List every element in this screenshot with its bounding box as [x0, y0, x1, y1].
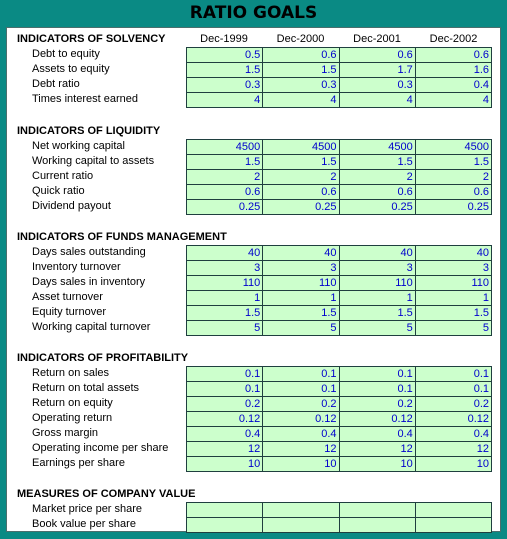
table-row: [187, 93, 492, 108]
goal-input-cell[interactable]: 12: [340, 442, 416, 457]
table-row: [187, 261, 492, 276]
goal-input-cell[interactable]: 40: [416, 246, 492, 261]
goal-input-cell[interactable]: 4500: [416, 140, 492, 155]
row-label: Operating income per share: [32, 442, 169, 454]
goal-input-cell[interactable]: 110: [416, 276, 492, 291]
goal-input-cell[interactable]: 5: [416, 321, 492, 336]
goal-input-cell[interactable]: 4: [340, 93, 416, 108]
goal-input-cell[interactable]: 0.3: [263, 78, 339, 93]
goal-input-cell[interactable]: 10: [263, 457, 339, 472]
goal-input-cell[interactable]: 0.12: [263, 412, 339, 427]
goal-input-cell[interactable]: 3: [187, 261, 263, 276]
row-label: Working capital turnover: [32, 321, 151, 333]
goal-input-cell[interactable]: 1: [416, 291, 492, 306]
goal-input-cell[interactable]: 0.4: [416, 427, 492, 442]
goals-grid: [186, 47, 492, 108]
goal-input-cell[interactable]: 110: [187, 276, 263, 291]
row-label: Return on equity: [32, 397, 113, 409]
table-row: [187, 321, 492, 336]
row-label: Days sales outstanding: [32, 246, 146, 258]
goal-input-cell[interactable]: 0.4: [263, 427, 339, 442]
goal-input-cell[interactable]: 0.12: [187, 412, 263, 427]
goal-input-cell[interactable]: 0.1: [340, 367, 416, 382]
goal-input-cell[interactable]: [416, 518, 492, 533]
column-header-year: Dec-2002: [429, 33, 478, 45]
goal-input-cell[interactable]: 3: [340, 261, 416, 276]
section-title: INDICATORS OF LIQUIDITY: [17, 125, 161, 137]
table-row: [187, 78, 492, 93]
goal-input-cell[interactable]: 0.6: [340, 48, 416, 63]
goal-input-cell[interactable]: 0.1: [187, 382, 263, 397]
table-row: [187, 518, 492, 533]
goal-input-cell[interactable]: 4500: [340, 140, 416, 155]
goal-input-cell[interactable]: 0.3: [187, 78, 263, 93]
goal-input-cell[interactable]: 10: [187, 457, 263, 472]
table-row: [187, 367, 492, 382]
table-row: [187, 140, 492, 155]
section-title: INDICATORS OF PROFITABILITY: [17, 352, 189, 364]
goal-input-cell[interactable]: 2: [263, 170, 339, 185]
goal-input-cell[interactable]: 40: [263, 246, 339, 261]
goal-input-cell[interactable]: [187, 518, 263, 533]
goal-input-cell[interactable]: 1.5: [263, 155, 339, 170]
goal-input-cell[interactable]: 0.6: [187, 185, 263, 200]
table-row: [187, 427, 492, 442]
goal-input-cell[interactable]: 10: [416, 457, 492, 472]
goal-input-cell[interactable]: 5: [187, 321, 263, 336]
goal-input-cell[interactable]: [263, 518, 339, 533]
goal-input-cell[interactable]: 0.25: [340, 200, 416, 215]
table-row: [187, 200, 492, 215]
goal-input-cell[interactable]: 5: [263, 321, 339, 336]
table-row: [187, 442, 492, 457]
goal-input-cell[interactable]: 40: [340, 246, 416, 261]
goal-input-cell[interactable]: 0.2: [263, 397, 339, 412]
goals-grid: [186, 245, 492, 336]
goal-input-cell[interactable]: 4: [416, 93, 492, 108]
column-header-year: Dec-1999: [200, 33, 248, 45]
table-row: [187, 457, 492, 472]
goal-input-cell[interactable]: 5: [340, 321, 416, 336]
goal-input-cell[interactable]: 0.2: [187, 397, 263, 412]
goal-input-cell[interactable]: 110: [263, 276, 339, 291]
goal-input-cell[interactable]: [187, 503, 263, 518]
goal-input-cell[interactable]: 40: [187, 246, 263, 261]
goal-input-cell[interactable]: 1.6: [416, 63, 492, 78]
goal-input-cell[interactable]: 10: [340, 457, 416, 472]
column-header-year: Dec-2001: [353, 33, 401, 45]
ratio-goals-sheet: [6, 27, 501, 532]
goal-input-cell[interactable]: 0.5: [187, 48, 263, 63]
goal-input-cell[interactable]: 0.1: [263, 382, 339, 397]
goal-input-cell[interactable]: 4500: [263, 140, 339, 155]
goal-input-cell[interactable]: 0.6: [263, 185, 339, 200]
row-label: Asset turnover: [32, 291, 103, 303]
table-row: [187, 306, 492, 321]
goal-input-cell[interactable]: 1: [340, 291, 416, 306]
goal-input-cell[interactable]: 2: [340, 170, 416, 185]
row-label: Debt to equity: [32, 48, 100, 60]
table-row: [187, 185, 492, 200]
row-label: Earnings per share: [32, 457, 125, 469]
goal-input-cell[interactable]: 0.25: [263, 200, 339, 215]
goal-input-cell[interactable]: 1.5: [263, 306, 339, 321]
column-header-year: Dec-2000: [276, 33, 325, 45]
goal-input-cell[interactable]: 0.25: [416, 200, 492, 215]
goal-input-cell[interactable]: [340, 518, 416, 533]
goal-input-cell[interactable]: 1.5: [187, 63, 263, 78]
section-title: INDICATORS OF SOLVENCY: [17, 33, 166, 45]
row-label: Dividend payout: [32, 200, 111, 212]
goal-input-cell[interactable]: 12: [416, 442, 492, 457]
table-row: [187, 412, 492, 427]
goal-input-cell[interactable]: 0.25: [187, 200, 263, 215]
row-label: Times interest earned: [32, 93, 138, 105]
page-title: RATIO GOALS: [189, 3, 318, 23]
goal-input-cell[interactable]: 1.5: [340, 155, 416, 170]
table-row: [187, 382, 492, 397]
goal-input-cell[interactable]: 1.5: [187, 155, 263, 170]
goals-grid: [186, 366, 492, 472]
goal-input-cell[interactable]: 0.4: [187, 427, 263, 442]
goal-input-cell[interactable]: 0.3: [340, 78, 416, 93]
row-label: Return on sales: [32, 367, 110, 379]
row-label: Market price per share: [32, 503, 143, 515]
goals-grid: [186, 502, 492, 533]
goal-input-cell[interactable]: 1.5: [416, 155, 492, 170]
row-label: Return on total assets: [32, 382, 140, 394]
goal-input-cell[interactable]: 0.6: [416, 48, 492, 63]
goal-input-cell[interactable]: 0.6: [416, 185, 492, 200]
row-label: Working capital to assets: [32, 155, 155, 167]
goal-input-cell[interactable]: 1: [263, 291, 339, 306]
goal-input-cell[interactable]: 1.5: [263, 63, 339, 78]
goal-input-cell[interactable]: 1.5: [416, 306, 492, 321]
goal-input-cell[interactable]: 3: [263, 261, 339, 276]
row-label: Inventory turnover: [32, 261, 121, 273]
goal-input-cell[interactable]: 4500: [187, 140, 263, 155]
goal-input-cell[interactable]: 0.2: [416, 397, 492, 412]
goal-input-cell[interactable]: 1.5: [340, 306, 416, 321]
row-label: Gross margin: [32, 427, 99, 439]
table-row: [187, 48, 492, 63]
goal-input-cell[interactable]: [263, 503, 339, 518]
row-label: Debt ratio: [32, 78, 80, 90]
row-label: Days sales in inventory: [32, 276, 146, 288]
row-label: Assets to equity: [32, 63, 110, 75]
goal-input-cell[interactable]: 4: [187, 93, 263, 108]
goal-input-cell[interactable]: 0.1: [416, 382, 492, 397]
table-row: [187, 276, 492, 291]
goal-input-cell[interactable]: 110: [340, 276, 416, 291]
row-label: Equity turnover: [32, 306, 106, 318]
goal-input-cell[interactable]: 0.2: [340, 397, 416, 412]
goal-input-cell[interactable]: 0.1: [187, 367, 263, 382]
goal-input-cell[interactable]: 0.12: [416, 412, 492, 427]
section-title: MEASURES OF COMPANY VALUE: [17, 488, 196, 500]
section-title: INDICATORS OF FUNDS MANAGEMENT: [17, 231, 227, 243]
goal-input-cell[interactable]: [340, 503, 416, 518]
table-row: [187, 291, 492, 306]
table-row: [187, 63, 492, 78]
row-label: Book value per share: [32, 518, 136, 530]
table-row: [187, 503, 492, 518]
table-row: [187, 170, 492, 185]
goal-input-cell[interactable]: 1.5: [187, 306, 263, 321]
goal-input-cell[interactable]: 0.12: [340, 412, 416, 427]
goal-input-cell[interactable]: 0.6: [340, 185, 416, 200]
goal-input-cell[interactable]: 0.4: [416, 78, 492, 93]
goal-input-cell[interactable]: 1: [187, 291, 263, 306]
goal-input-cell[interactable]: 12: [263, 442, 339, 457]
goal-input-cell[interactable]: 1.7: [340, 63, 416, 78]
goal-input-cell[interactable]: 4: [263, 93, 339, 108]
row-label: Net working capital: [32, 140, 125, 152]
goal-input-cell[interactable]: 12: [187, 442, 263, 457]
goal-input-cell[interactable]: 2: [416, 170, 492, 185]
row-label: Current ratio: [32, 170, 94, 182]
goal-input-cell[interactable]: 0.1: [416, 367, 492, 382]
goal-input-cell[interactable]: 0.6: [263, 48, 339, 63]
goal-input-cell[interactable]: 2: [187, 170, 263, 185]
goal-input-cell[interactable]: [416, 503, 492, 518]
goal-input-cell[interactable]: 3: [416, 261, 492, 276]
row-label: Operating return: [32, 412, 113, 424]
row-label: Quick ratio: [32, 185, 85, 197]
table-row: [187, 246, 492, 261]
goal-input-cell[interactable]: 0.1: [263, 367, 339, 382]
goal-input-cell[interactable]: 0.4: [340, 427, 416, 442]
table-row: [187, 397, 492, 412]
goals-grid: [186, 139, 492, 215]
goal-input-cell[interactable]: 0.1: [340, 382, 416, 397]
table-row: [187, 155, 492, 170]
